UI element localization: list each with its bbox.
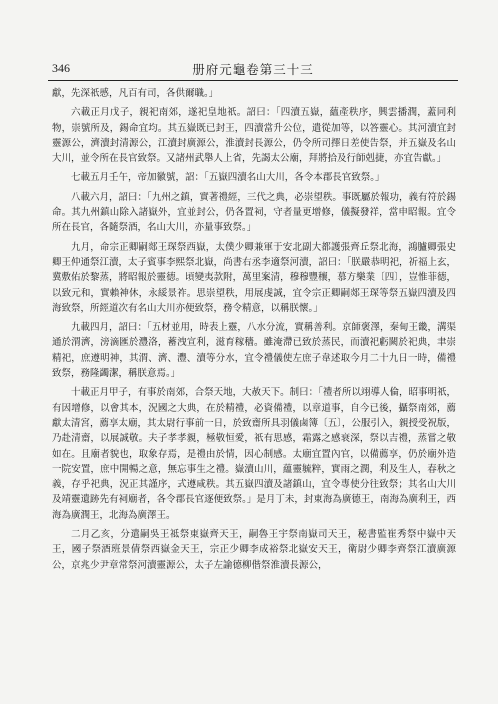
paragraph: 九月，命宗正卿嗣郯王琛祭西嶽，太僕少卿兼軍于安北副大都護張齊丘祭北海，鴻臚卿張史卿王仲通祭江瀆，太子賓事李熙祭北嶽，尚書右丞李適祭河瀆，詔曰：「朕嚴恭明祀，祈福上玄，冀敷佑於黎蒸，將昭報於靈德。頃變夷款附，萬里案清，穆穆豐穰，慕方樂業〔四〕，豈惟菲德，以致元和，實賴神休，永綏景祚。思崇望秩，用展虔誠，宜令宗正卿嗣郯王琛等祭五嶽四瀆及四海致祭，所經道次有名山大川亦便致祭，務令精意，以稱朕懷。」 xyxy=(52,241,456,314)
paragraph: 六載正月戊子，親祀南郊，遂祀皇地祇。詔曰：「四瀆五嶽，蘊產秩序，興雲播潤，蓋同利物，崇號所及，錫命宜均。其五嶽既已封王，四瀆當升公位，遣從加等，以答靈心。其河瀆宜封靈源公，濟瀆封清源公，江瀆封廣源公，淮瀆封長源公，仍令所司擇日差使告祭，并五嶽及名山大川，並令所在長官致祭。又諸州武舉人上省，先謁太公廟，拜將拾及行師剋捷，亦宜告獻。」 xyxy=(52,107,456,165)
running-title: 册府元龜卷第三十三 xyxy=(192,62,314,77)
page-number: 346 xyxy=(52,61,70,75)
body-text xyxy=(52,86,456,577)
paragraph-continuation: 獻，先深祇慼，凡百有司，各供爾職。」 xyxy=(52,88,219,99)
paragraph: 七載五月壬午，帝加徽號，詔：「五嶽四瀆名山大川，各令本郡長官致祭。」 xyxy=(71,172,385,184)
running-header xyxy=(48,58,458,78)
paragraph: 二月乙亥，分遣嗣吳王祗祭東嶽齊天王，嗣魯王宇祭南嶽司天王，秘書監崔秀祭中嶽中天王，國子祭酒班景倩祭西嶽金天王，宗正少卿李成裕祭北嶽安天王，衛尉少卿李齊祭江瀆廣源公，京兆少尹章常祭河瀆靈源公，太子左諭德柳偕祭淮瀆長源公， xyxy=(52,529,456,571)
header-rule xyxy=(48,80,458,81)
paragraph: 八載六月，詔曰：「九州之鎮，實著禮經，三代之典，必崇望秩。事既屬於報功，義有符於錫命。其九州鎮山除入諸嶽外，宜並封公，仍各置祠，守者量更增修，儀擬發祥，當申昭報。宜令所在長官，各隨祭酒，名山大川，亦量事致祭。」 xyxy=(52,191,456,234)
paragraph: 十載正月甲子，有事於南郊，合祭天地，大赦天下。制曰：「禮者所以翊導人倫，昭事明祇，有因增修，以會其本，況國之大典，在於精禮，必資備禮，以章道事，自今已後，攝祭南郊，薦獻太清宮，薦享太廟，其太尉行事前一日，於致齋所具羽儀鹵簿〔五〕，公服引入，親授受祝版，乃赴清齋，以展誠敬。夫子孝孝親，極敬恒愛，祇有思感，霜露之感衰深，祭以吉禮，蒸嘗之敬如在。且廟者貌也，取象存焉，是禮由於情，因心制感。太廟宜置內官，以備薦享，仍於廟外造一院安置，庶中開暢之意，無忘事生之禮。嶽瀆山川，蘊靈毓粹，實雨之潤，利及生人，春秋之義，存乎祀典，況正其謹序，式遵咸秩。其五嶽四瀆及諸鎮山，宜令專使分往致祭；其名山大川及靖靈遺跡先有祠廟者，各令郡長官逐便致祭。」是月丁未，封東海為廣德王，南海為廣利王，西海為廣潤王，北海為廣澤王。 xyxy=(52,387,456,521)
paragraph: 九載四月，詔曰：「五材並用，時表上靈，八水分流，實稱善利。京師褒澤，秦甸王畿，溝渠通於渭濟，滂滴匯於灃洛，蓄洩宣利，滋育稼穡。雖淹滯已致於蒸民，而瀆祀虧闕於祀典，聿崇精祀，庶遵明神，其渭、濟、灃、瀆等分水，宜令禮儀使左庶子韋述取今月二十九日一時，備禮致祭，務隆蠲潔，稱朕意焉。」 xyxy=(52,322,456,380)
